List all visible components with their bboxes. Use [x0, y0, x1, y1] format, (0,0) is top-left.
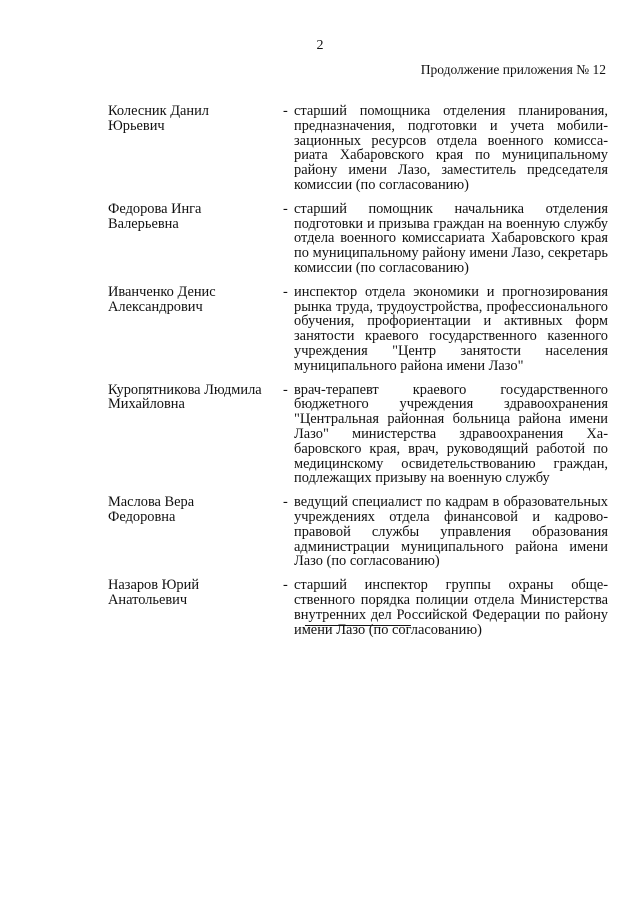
member-entry — [108, 495, 608, 569]
member-role: старший помощника отделения планирования, предназначения, подготовки и учета мобилизационных ресурсов отдела военного комиссариата Хабаровского края по муниципальному району имени Лазо, заместитель председателя комиссии (по согласованию) — [294, 103, 608, 193]
commission-member-list — [108, 104, 608, 646]
member-role: ведущий специалист по кадрам в образовательных учреждениях отдела финансовой и кадрово-правовой службы управления образования администрации муниципального района имени Лазо (по согласованию) — [294, 494, 608, 570]
member-entry — [108, 104, 608, 193]
member-role: врач-терапевт краевого государственного бюджетного учреждения здравоохранения "Центральная районная больница района имени Лазо" министерства здравоохранения Хабаровского края, врач, руководящий работой по медицинскому освидетельствованию граждан, подлежащих призыву на военную службу — [294, 381, 608, 487]
dash-separator: - — [283, 200, 288, 217]
dash-separator: - — [283, 381, 288, 398]
member-entry — [108, 202, 608, 276]
page-number: 2 — [316, 38, 324, 53]
member-role: старший помощник начальника отделения подготовки и призыва граждан на военную службу отдела военного комиссариата Хабаровского края по муниципальному району имени Лазо, секретарь комиссии (по согласованию) — [294, 200, 608, 276]
appendix-continuation-note: Продолжение приложения № 12 — [420, 62, 606, 77]
member-name: Иванченко Денис Александрович — [108, 283, 216, 315]
member-name: Федорова Инга Валерьевна — [108, 200, 202, 232]
member-entry — [108, 285, 608, 374]
dash-separator: - — [283, 494, 288, 511]
dash-separator: - — [283, 283, 288, 300]
dash-separator: - — [283, 577, 288, 594]
member-role: инспектор отдела экономики и прогнозирования рынка труда, трудоустройства, профессионального обучения, профориентации и активных форм занятости краевого государственного казенного учреждения "Центр занятости населения муниципального района имени Лазо" — [294, 283, 608, 374]
member-name: Колесник Данил Юрьевич — [108, 103, 209, 134]
member-entry — [108, 578, 608, 637]
dash-separator: - — [283, 103, 288, 119]
member-name: Назаров Юрий Анатольевич — [108, 577, 200, 608]
member-role: старший инспектор группы охраны общественного порядка полиции отдела Министерства внутренних дел Российской Федерации по району имени Лазо (по согласованию) — [294, 577, 608, 638]
member-name: Куропятникова Людмила Михайловна — [108, 381, 262, 413]
closing-divider-line — [305, 625, 411, 626]
member-entry — [108, 383, 608, 487]
member-name: Маслова Вера Федоровна — [108, 494, 195, 525]
